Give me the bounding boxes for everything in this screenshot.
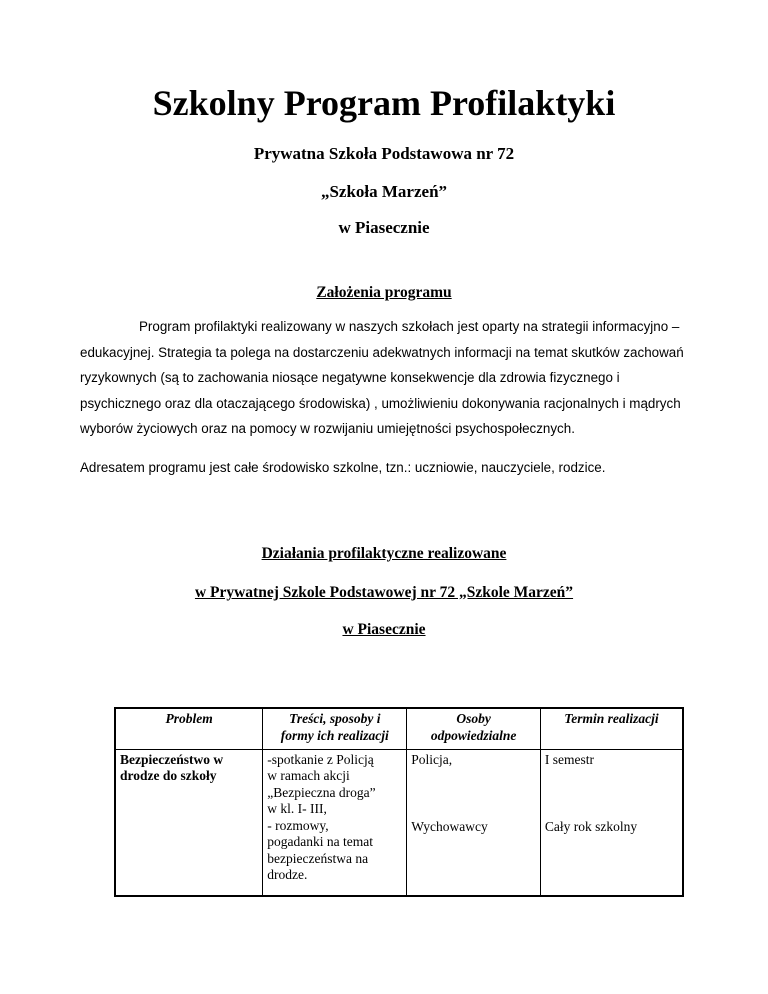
header-content-line1: Treści, sposoby i <box>289 711 381 726</box>
header-persons <box>407 708 541 749</box>
term-first-semester: I semestr <box>544 751 594 767</box>
header-persons-line1: Osoby <box>456 711 491 726</box>
assumptions-heading: Założenia programu <box>316 284 452 301</box>
spacer <box>411 768 536 785</box>
spacer <box>545 768 678 785</box>
header-content <box>263 708 407 749</box>
content-line: - rozmowy, <box>267 817 329 833</box>
cell-term <box>540 749 683 896</box>
content-line: w kl. I- III, <box>267 801 327 817</box>
table-row <box>115 749 683 896</box>
persons-police: Policja, <box>411 751 453 767</box>
cell-problem-line1: Bezpieczeństwo w <box>120 751 224 767</box>
header-problem-label: Problem <box>165 711 213 726</box>
content-line: pogadanki na temat <box>267 834 373 850</box>
actions-heading-line2: w Prywatnej Szkole Podstawowej nr 72 „Szkole Marzeń” <box>194 584 574 601</box>
cell-persons <box>407 749 541 896</box>
school-nickname-line: „Szkoła Marzeń” <box>320 182 448 201</box>
header-content-line2: formy ich realizacji <box>280 727 389 743</box>
cell-content <box>263 749 407 896</box>
content-line: -spotkanie z Policją <box>267 751 374 767</box>
actions-heading-line1: Działania profilaktyczne realizowane <box>261 545 507 562</box>
cell-problem <box>115 749 263 896</box>
spacer <box>411 802 536 819</box>
assumptions-paragraph <box>80 314 700 442</box>
content-line: w ramach akcji <box>267 768 350 784</box>
content-line: drodze. <box>267 867 308 883</box>
school-name-line: Prywatna Szkoła Podstawowa nr 72 <box>253 144 515 163</box>
content-line: bezpieczeństwa na <box>267 850 369 866</box>
program-table <box>114 707 684 897</box>
assumptions-paragraph-text: Program profilaktyki realizowany w naszych szkołach jest oparty na strategii informacyjno – edukacyjnej. Strategia ta polega na dostarczeniu adekwatnych informacji na temat skutków zachowań ryzykownych (są to zachowania niosące negatywne konsekwencje dla zdrowia fizycznego i psychicznego oraz dla otaczającego środowiska) , umożliwieniu dokonywania racjonalnych i mądrych wyborów życiowych oraz na pomocy w rozwijaniu umiejętności psychospołecznych. <box>80 319 684 437</box>
header-persons-line2: odpowiedzialne <box>430 727 517 743</box>
content-line: „Bezpieczna droga” <box>267 784 376 800</box>
cell-problem-line2: drodze do szkoły <box>120 768 217 784</box>
header-problem <box>115 708 263 749</box>
term-whole-year: Cały rok szkolny <box>544 819 638 835</box>
spacer <box>545 802 678 819</box>
addressees-paragraph: Adresatem programu jest całe środowisko szkolne, tzn.: uczniowie, nauczyciele, rodzice. <box>80 460 606 475</box>
header-term-label: Termin realizacji <box>564 711 659 726</box>
page-title: Szkolny Program Profilaktyki <box>152 83 616 123</box>
header-term <box>540 708 683 749</box>
persons-tutors: Wychowawcy <box>411 819 488 835</box>
table-header-row <box>115 708 683 749</box>
spacer <box>411 785 536 802</box>
school-city-line: w Piasecznie <box>338 218 430 237</box>
spacer <box>545 785 678 802</box>
actions-heading-line3: w Piasecznie <box>342 621 426 638</box>
